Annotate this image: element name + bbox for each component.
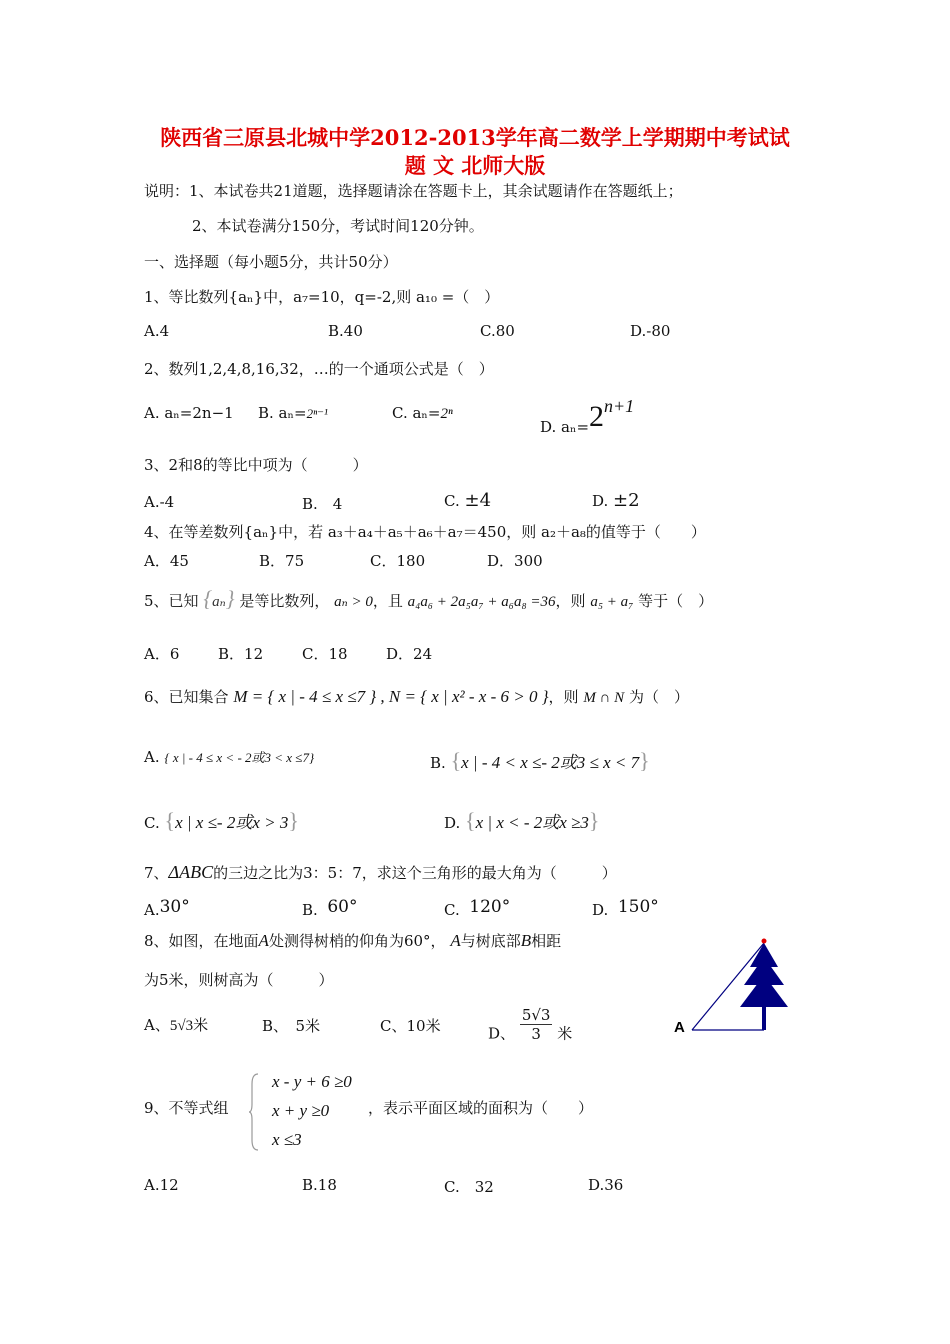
question-1-option-c[interactable]: C.80: [480, 322, 515, 340]
note-2: 2、本试卷满分150分，考试时间120分钟。: [192, 217, 484, 235]
tree-triangle-figure: [668, 935, 798, 1045]
question-6-stem-end: 为（ ）: [628, 688, 689, 706]
question-3-option-d[interactable]: [592, 490, 640, 511]
question-5-stem-pre: 5、已知: [144, 592, 199, 610]
question-6-option-a-math: { x | - 4 ≤ x < - 2或3 < x ≤7}: [164, 750, 315, 765]
question-8-option-d-label: D、: [488, 1024, 516, 1043]
question-5-stem: [144, 586, 713, 612]
question-2-option-c[interactable]: [392, 404, 453, 423]
question-6-option-b[interactable]: B. {x | - 4 < x ≤- 2或3 ≤ x < 7}: [430, 748, 650, 773]
question-5-stem-end: 等于（ ）: [638, 592, 714, 610]
figure-label-a: A: [674, 1019, 685, 1036]
page-title-line1: 陕西省三原县北城中学2012-2013学年高二数学上学期期中考试试: [160, 125, 790, 150]
question-9-stem-end: ，表示平面区域的面积为（ ）: [368, 1099, 594, 1117]
question-1-option-b[interactable]: B.40: [328, 322, 363, 340]
question-7-option-d-math: 150°: [617, 897, 659, 917]
question-1-option-a[interactable]: A.4: [144, 322, 170, 340]
question-5-sequence-symbol: aₙ: [212, 594, 226, 610]
question-3-option-d-label: D.: [592, 492, 609, 510]
question-3-option-b[interactable]: B. 4: [302, 495, 343, 513]
question-1-option-d[interactable]: D.-80: [630, 322, 671, 340]
question-7-option-d-label: D.: [592, 901, 609, 919]
question-3-option-c[interactable]: [444, 490, 491, 511]
question-8-line1-pre: 8、如图，在地面: [144, 932, 259, 950]
page-title-line2: 题 文 北师大版: [404, 153, 546, 178]
question-2-option-b[interactable]: [258, 404, 328, 422]
question-5-option-c[interactable]: C．18: [302, 645, 348, 663]
question-6-stem: [144, 686, 689, 707]
question-5-condition-2: a₄a₆ + 2a₅a₇ + a₆a₈ =36: [407, 594, 556, 610]
question-7-option-a-label: A.: [144, 901, 160, 919]
question-5-condition-1: aₙ > 0: [334, 594, 373, 610]
question-8-option-a-label: A、: [144, 1016, 170, 1034]
question-5-stem-then: ，则: [555, 592, 586, 610]
question-7-option-b-math: 60°: [327, 897, 358, 917]
question-6-option-a[interactable]: [144, 747, 314, 766]
question-6-option-a-label: A.: [144, 748, 160, 766]
section-heading: 一、选择题（每小题5分，共计50分）: [144, 253, 398, 271]
question-9-stem-pre: 9、不等式组: [144, 1099, 229, 1117]
question-3-stem: 3、2和8的等比中项为（ ）: [144, 456, 368, 474]
question-6-option-d-math: x | x < - 2或x ≥3: [475, 813, 589, 832]
question-8-option-c[interactable]: C、10米: [380, 1017, 441, 1035]
question-7-triangle: ΔABC: [168, 862, 214, 882]
question-4-stem: 4、在等差数列{aₙ}中，若 a₃＋a₄＋a₅＋a₆＋a₇＝450，则 a₂＋a₈的值等于（ ）: [144, 523, 706, 541]
question-5-option-d[interactable]: D．24: [386, 645, 433, 663]
question-5-expression: a₅ + a₇: [590, 594, 634, 610]
question-6-option-c-label: C.: [144, 814, 160, 832]
question-6-option-d[interactable]: D. {x | x < - 2或x ≥3}: [444, 808, 600, 833]
question-8-option-d[interactable]: [488, 1006, 572, 1044]
question-9-inequality-2: x + y ≥0: [272, 1101, 330, 1120]
question-8-line-1: [144, 930, 561, 951]
question-2-option-b-math: 2ⁿ⁻¹: [306, 406, 328, 421]
question-2-option-d-exponent: n+1: [604, 396, 635, 416]
question-7-option-c-math: 120°: [469, 897, 511, 917]
question-2-option-a[interactable]: A. aₙ=2n−1: [144, 404, 234, 422]
question-6-sets: M = { x | - 4 ≤ x ≤7 } , N = { x | x² - x - 6 > 0 }: [233, 687, 549, 706]
tree-bottom-icon: [740, 975, 788, 1007]
question-8-option-a[interactable]: [144, 1014, 208, 1035]
question-7-option-b-label: B.: [302, 901, 318, 919]
question-9-inequality-3: x ≤3: [272, 1130, 302, 1149]
question-7-option-a[interactable]: [144, 897, 190, 919]
tree-tip-dot-icon: [762, 939, 767, 944]
question-2-option-d-base: 2: [589, 400, 605, 433]
question-8-option-d-denominator: 3: [531, 1025, 541, 1043]
question-3-option-a[interactable]: A.-4: [144, 493, 175, 511]
question-8-option-d-numerator: 5√3: [521, 1006, 551, 1024]
question-6-option-c-math: x | x ≤- 2或x > 3: [175, 813, 289, 832]
question-6-stem-then: ，则: [548, 688, 579, 706]
question-9-option-a[interactable]: A.12: [144, 1176, 179, 1194]
question-7-option-d[interactable]: [592, 897, 659, 919]
question-3-option-c-label: C.: [444, 492, 460, 510]
question-2-option-d-label: D. aₙ=: [540, 418, 590, 436]
question-9-option-b[interactable]: B.18: [302, 1176, 337, 1194]
question-8-option-b[interactable]: B、 5米: [262, 1017, 321, 1035]
question-7-option-c-label: C.: [444, 901, 460, 919]
question-9-inequality-1: x - y + 6 ≥0: [272, 1072, 352, 1091]
question-7-stem: [144, 862, 617, 883]
question-6-stem-pre: 6、已知集合: [144, 688, 229, 706]
system-brace-icon: [248, 1072, 260, 1152]
question-4-option-a[interactable]: A．45: [144, 552, 189, 570]
question-7-option-a-math: 30°: [159, 897, 190, 917]
question-8-point-b: B: [520, 931, 532, 950]
question-9-option-d[interactable]: D.36: [588, 1176, 624, 1194]
question-5-option-b[interactable]: B．12: [218, 645, 264, 663]
question-8-option-a-math: 5√3: [169, 1018, 194, 1034]
question-2-option-b-label: B. aₙ=: [258, 404, 307, 422]
question-2-option-c-math: 2ⁿ: [440, 406, 453, 422]
question-6-option-c[interactable]: C. {x | x ≤- 2或x > 3}: [144, 808, 299, 833]
question-3-option-d-math: ±2: [613, 490, 640, 511]
question-7-option-c[interactable]: [444, 897, 510, 919]
question-6-option-b-label: B.: [430, 754, 446, 772]
question-9-option-c[interactable]: C. 32: [444, 1178, 494, 1196]
tree-trunk-icon: [762, 1007, 766, 1030]
question-6-option-d-label: D.: [444, 814, 461, 832]
question-5-stem-mid: 是等比数列，: [239, 592, 330, 610]
question-3-option-c-math: ±4: [464, 490, 492, 511]
question-8-option-a-unit: 米: [193, 1016, 209, 1034]
question-6-intersection: M ∩ N: [583, 690, 625, 706]
question-7-option-b[interactable]: [302, 897, 357, 919]
question-8-line1-mid: 处测得树梢的仰角为60°，: [268, 932, 446, 950]
question-8-point-a-2: A: [450, 931, 461, 950]
question-1-stem: 1、等比数列{aₙ}中，a₇=10，q=-2,则 a₁₀ =（ ）: [144, 288, 500, 306]
question-8-point-a: A: [258, 931, 269, 950]
question-2-option-c-label: C. aₙ=: [392, 404, 441, 422]
question-2-stem: 2、数列1,2,4,8,16,32，…的一个通项公式是（ ）: [144, 360, 494, 378]
question-7-stem-end: 的三边之比为3：5：7，求这个三角形的最大角为（ ）: [213, 864, 617, 882]
question-8-line1-mid2: 与树底部: [460, 932, 521, 950]
question-8-line-2: 为5米，则树高为（ ）: [144, 971, 334, 989]
question-5-stem-and: ，且: [372, 592, 403, 610]
note-1: 说明：1、本试卷共21道题，选择题请涂在答题卡上，其余试题请作在答题纸上；: [144, 182, 683, 200]
question-6-option-b-math: x | - 4 < x ≤- 2或3 ≤ x < 7: [461, 753, 640, 772]
question-2-option-d[interactable]: [540, 396, 634, 436]
question-5-sequence: {aₙ}: [203, 586, 235, 611]
question-8-option-d-unit: 米: [557, 1024, 573, 1043]
question-7-stem-pre: 7、: [144, 864, 169, 882]
question-8-line1-end: 相距: [531, 932, 562, 950]
question-4-option-b[interactable]: B．75: [259, 552, 305, 570]
question-8-option-d-fraction: [520, 1006, 553, 1043]
question-5-option-a[interactable]: A．6: [144, 645, 180, 663]
question-4-option-c[interactable]: C．180: [370, 552, 426, 570]
question-4-option-d[interactable]: D．300: [487, 552, 543, 570]
